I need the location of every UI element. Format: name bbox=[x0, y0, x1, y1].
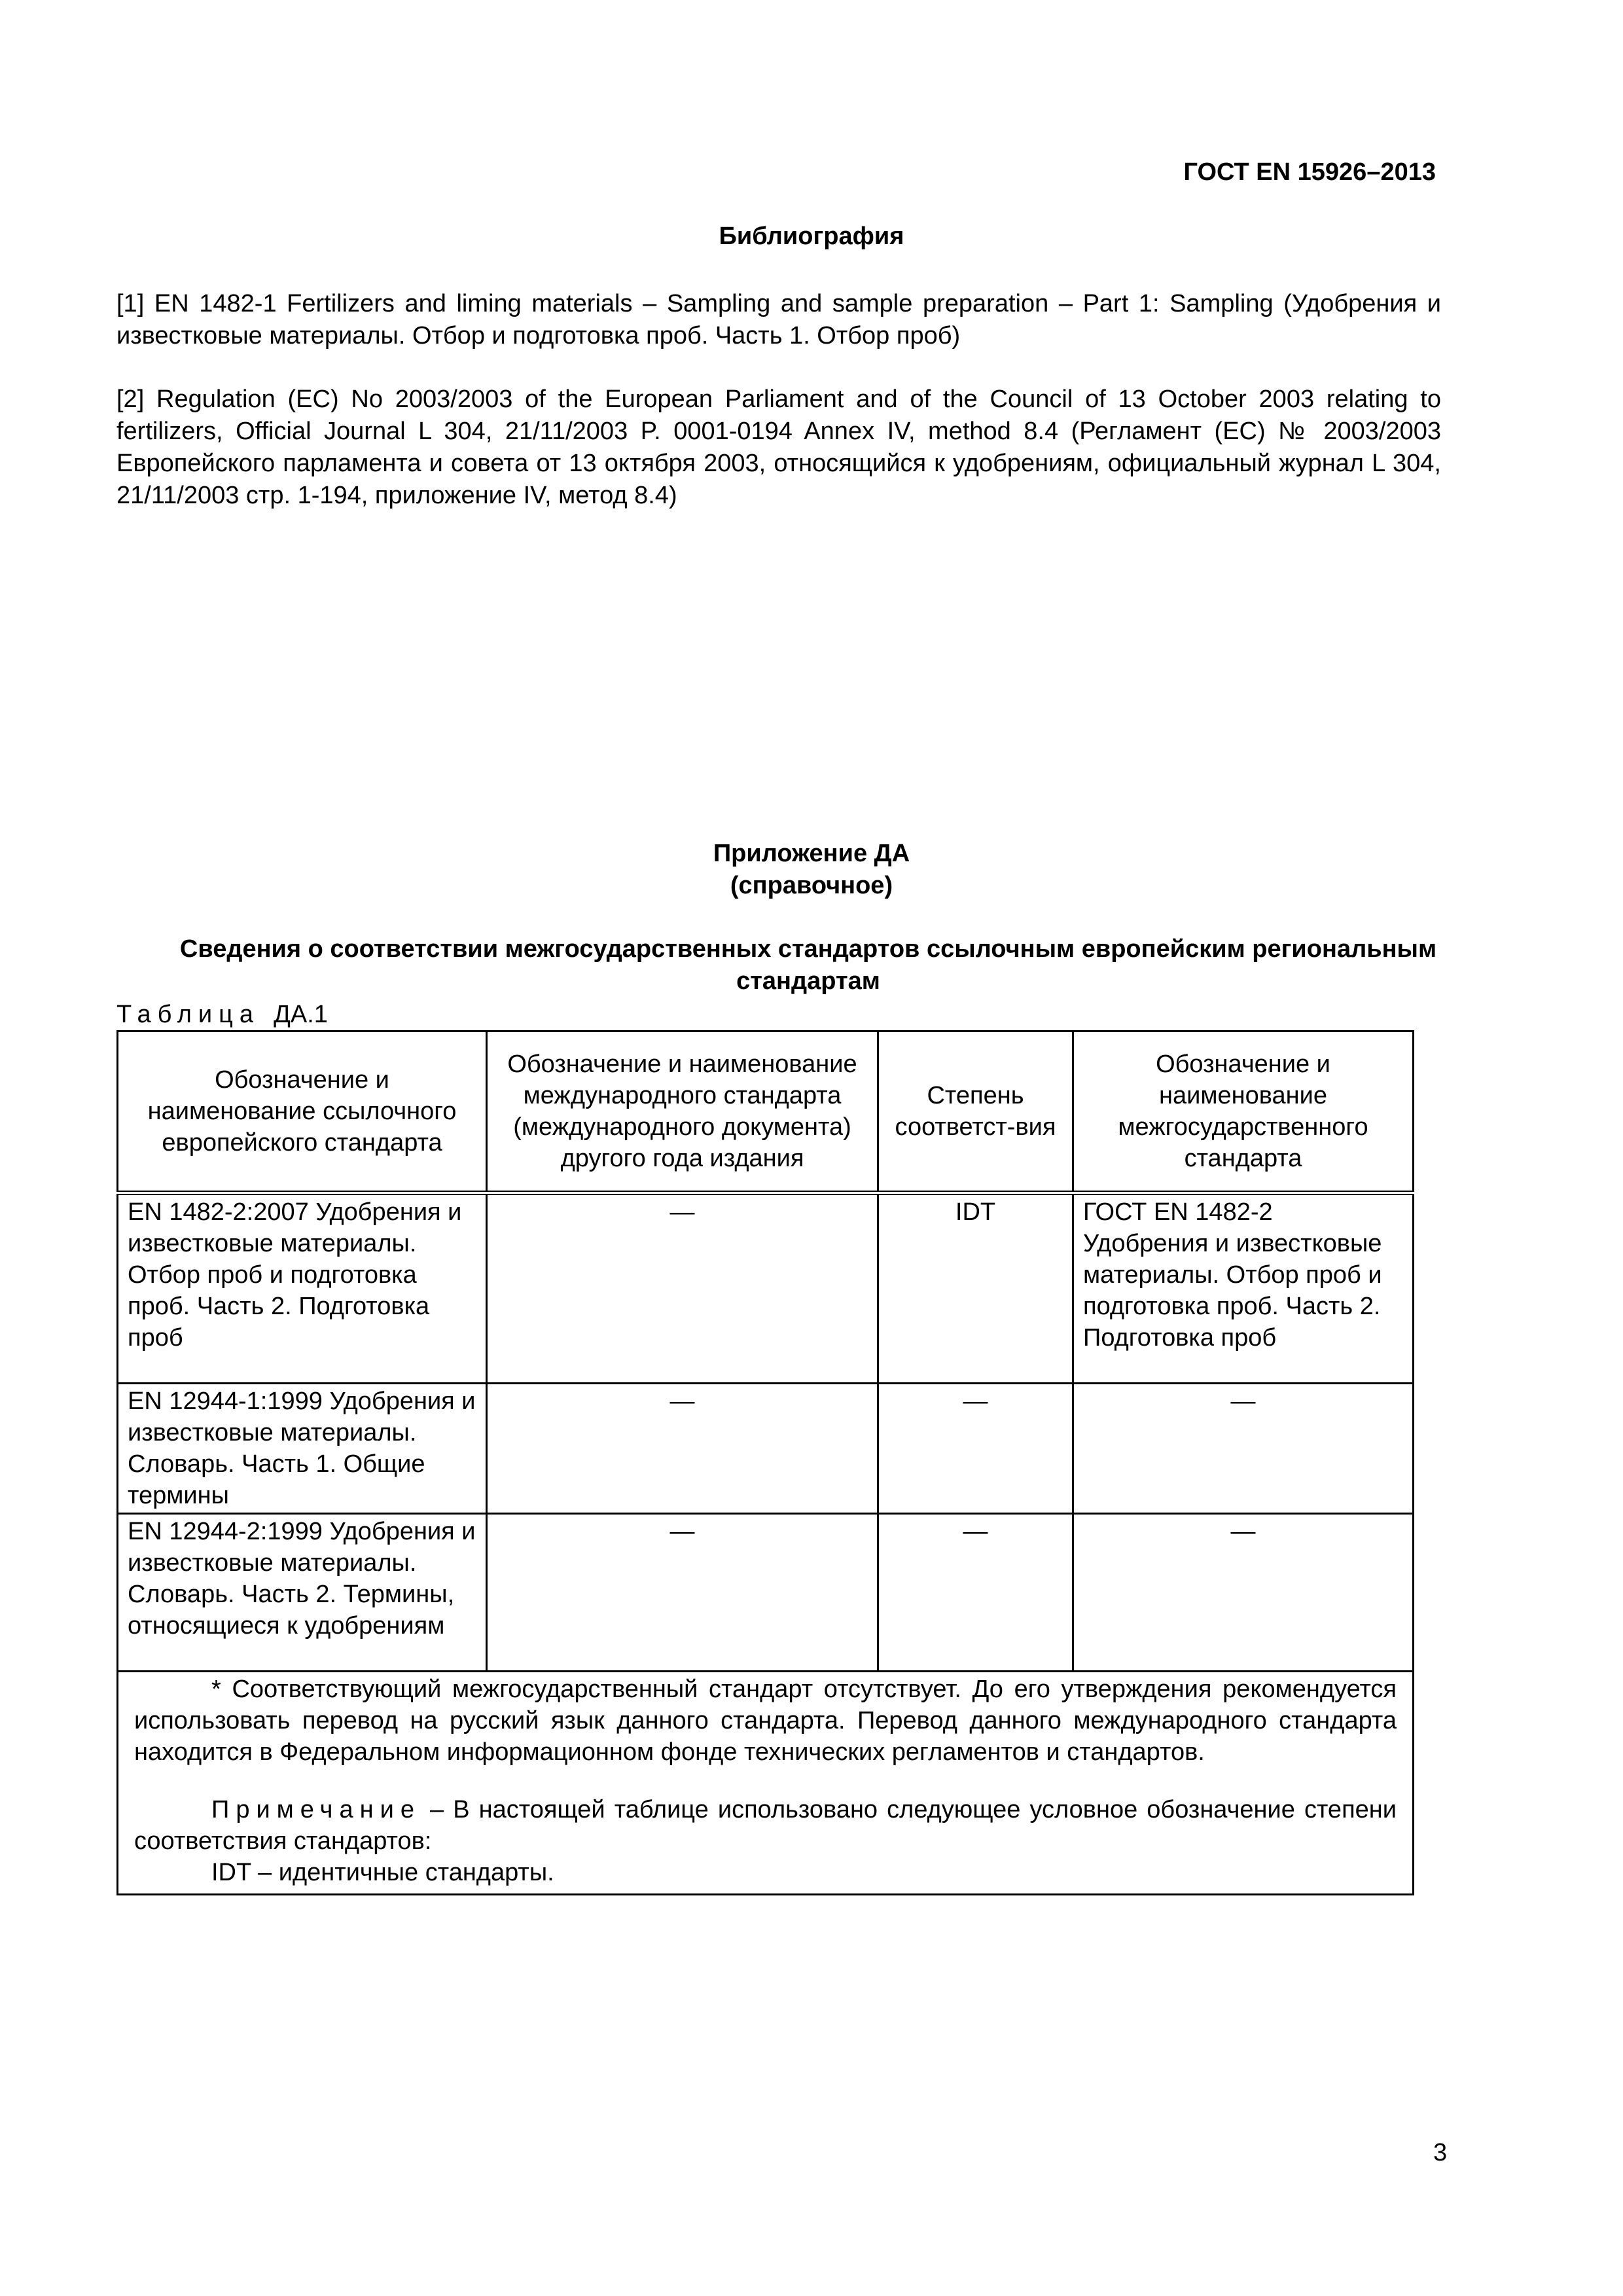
table-cell: EN 1482-2:2007 Удобрения и известковые материалы. Отбор проб и подготовка проб. Часть 2. Подготовка проб bbox=[118, 1193, 487, 1384]
table-cell: — bbox=[878, 1384, 1073, 1514]
column-header: Степень соответст-вия bbox=[878, 1031, 1073, 1193]
bibliography-title: Библиография bbox=[719, 223, 904, 250]
table-cell: — bbox=[1073, 1384, 1414, 1514]
note-text: – В настоящей таблице использовано следующее условное обозначение степени соответствия стандартов: bbox=[134, 1796, 1397, 1855]
table-caption bbox=[116, 1000, 328, 1029]
annex-kind: (справочное) bbox=[730, 872, 893, 899]
annex-title: Приложение ДА bbox=[713, 840, 910, 867]
table-cell: IDT bbox=[878, 1193, 1073, 1384]
table-footnote bbox=[118, 1672, 1414, 1895]
table-cell: — bbox=[487, 1514, 878, 1672]
note bbox=[134, 1794, 1397, 1857]
document-code: ГОСТ EN 15926–2013 bbox=[1183, 158, 1436, 186]
column-header: Обозначение и наименование ссылочного европейского стандарта bbox=[118, 1031, 487, 1193]
table-cell: EN 12944-1:1999 Удобрения и известковые материалы. Словарь. Часть 1. Общие термины bbox=[118, 1384, 487, 1514]
footnote-text: * Соответствующий межгосударственный стандарт отсутствует. До его утверждения рекомендуется использовать перевод на русский язык данного стандарта. Перевод данного международного стандарта находится в Федеральном информационном фонде технических регламентов и стандартов. bbox=[134, 1676, 1397, 1766]
annex-heading bbox=[0, 838, 1623, 902]
table-cell: — bbox=[487, 1193, 878, 1384]
page-number: 3 bbox=[1433, 2139, 1448, 2166]
table-cell: — bbox=[1073, 1514, 1414, 1672]
column-header: Обозначение и наименование межгосударственного стандарта bbox=[1073, 1031, 1414, 1193]
table-row bbox=[118, 1384, 1414, 1514]
bibliography-ref: [1] EN 1482-1 Fertilizers and liming materials – Sampling and sample preparation – Part 1: Sampling (Удобрения и известковые материалы. Отбор и подготовка проб. Часть 1. Отбор проб) bbox=[116, 290, 1441, 350]
table-number: ДА.1 bbox=[274, 1001, 328, 1028]
table-word: Таблица bbox=[116, 1001, 260, 1028]
table-row bbox=[118, 1193, 1414, 1384]
column-header: Обозначение и наименование международного стандарта (международного документа) другого года издания bbox=[487, 1031, 878, 1193]
table-cell: — bbox=[487, 1384, 878, 1514]
table-cell: EN 12944-2:1999 Удобрения и известковые материалы. Словарь. Часть 2. Термины, относящиеся к удобрениям bbox=[118, 1514, 487, 1672]
table-header-row bbox=[118, 1031, 1414, 1193]
annex-subtitle: Сведения о соответствии межгосударственных стандартов ссылочным европейским региональным стандартам bbox=[179, 935, 1437, 995]
table-footnote-row bbox=[118, 1672, 1414, 1895]
idt-definition: IDT – идентичные стандарты. bbox=[211, 1859, 554, 1886]
table-cell: ГОСТ EN 1482-2 Удобрения и известковые материалы. Отбор проб и подготовка проб. Часть 2. Подготовка проб bbox=[1073, 1193, 1414, 1384]
table-cell: — bbox=[878, 1514, 1073, 1672]
table-row bbox=[118, 1514, 1414, 1672]
note-word: Примечание bbox=[211, 1796, 421, 1823]
correspondence-table bbox=[116, 1030, 1414, 1895]
bibliography-ref: [2] Regulation (EC) No 2003/2003 of the European Parliament and of the Council of 13 October 2003 relating to fertilizers, Official Journal L 304, 21/11/2003 P. 0001-0194 Annex IV, method 8.4 (Регламент (ЕС) № 2003/2003 Европейского парламента и совета от 13 октября 2003, относящийся к удобрениям, официальный журнал L 304, 21/11/2003 стр. 1-194, приложение IV, метод 8.4) bbox=[116, 386, 1441, 509]
